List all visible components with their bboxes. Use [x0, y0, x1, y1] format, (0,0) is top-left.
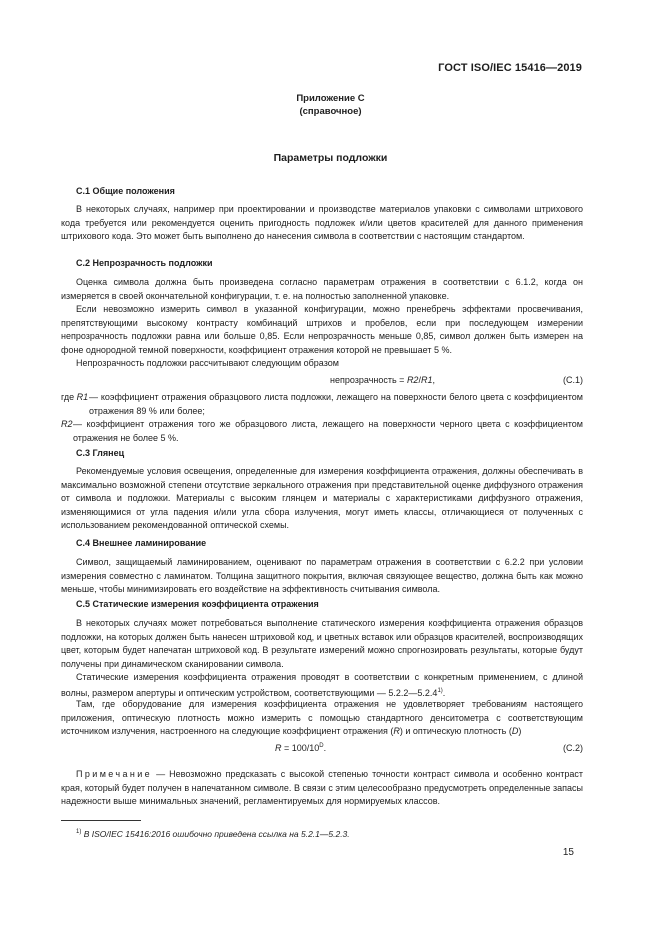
- footnote: [76, 829, 350, 839]
- page-title: Параметры подложки: [273, 152, 388, 164]
- formula-c1-lhs: непрозрачность =: [330, 375, 407, 385]
- paragraph-c5-2: [61, 671, 583, 700]
- formula-c2-end: .: [323, 743, 327, 753]
- formula-c2-exponent: D: [319, 743, 324, 749]
- paragraph-c5-1: В некоторых случаях может потребоваться выполнение статического измерения коэффициента отражения образцов подложки, на которых должен быть нанесен штриховой код, и цветных вставок или образцов красителей, воспроизводящих цвет, которым будет напечатан штриховой код. В результате измерений можно спрогнозировать результаты, которые будут получены при динамическом сканировании символа.: [61, 618, 583, 669]
- paragraph-c2-2: Если невозможно измерить символ в указанной конфигурации, можно пренебречь эффектами просвечивания, препятствующими высокому контрасту комбинаций штрихов и пробелов, если при последующем измерении непрозрачность подложки равна или больше 0,85. Если непрозрачность меньше 0,85, символ должен быть измерен на фоне однородной темной поверхности, коэффициент отражения которой не превышает 5 %.: [61, 304, 583, 355]
- footnote-divider: [61, 820, 141, 821]
- footnote-marker: 1): [76, 829, 82, 836]
- paragraph-c5-2-text: Статические измерения коэффициента отражения проводят в соответствии с конкретным применением, с длиной волны, размером апертуры и оптическим устройством, соответствующими — 5.2.2—5.2.4: [61, 672, 583, 698]
- paragraph-c5-2-end: .: [442, 687, 446, 698]
- formula-c2-mid: = 100/10: [281, 743, 320, 753]
- paragraph-c3-1: Рекомендуемые условия освещения, определенные для измерения коэффициента отражения, должны обеспечивать в максимально возможной степени отсутствие зеркального отражения при представительной оценке диффузного отражения от символа и подложки. Материалы с высоким глянцем и материалы с характеристиками диффузного отражения, изменяющимися от угла падения и/или угла сбора излучения, могут иметь классы, отличающиеся от полученных с использованием рекомендованной оптической схемы.: [61, 466, 583, 531]
- definition-r2-symbol: R2: [61, 419, 73, 429]
- definition-r1-symbol: R1: [76, 392, 89, 402]
- section-heading-c3: С.3 Глянец: [76, 448, 125, 458]
- section-heading-c5: С.5 Статические измерения коэффициента отражения: [76, 599, 319, 609]
- formula-c1-expression: [330, 375, 435, 385]
- formula-c2-number: (С.2): [563, 743, 583, 753]
- paragraph-c5-3-d: D: [511, 726, 519, 737]
- formula-c1-end: ,: [432, 375, 435, 385]
- page-number: 15: [562, 847, 574, 858]
- formula-c1-number: (С.1): [563, 375, 583, 385]
- formula-c2-expression: [275, 743, 326, 753]
- paragraph-c5-3-b: ) и оптическую плотность (: [399, 726, 512, 737]
- definition-r1-text: — коэффициент отражения образцового листа подложки, лежащего на поверхности белого цвета с коэффициентом отражения 89 % или более;: [89, 392, 583, 416]
- formula-c1-numerator: R2: [406, 375, 419, 385]
- appendix-type: (справочное): [299, 106, 362, 117]
- note: [61, 768, 583, 809]
- formula-c1-denominator: R1: [420, 375, 433, 385]
- paragraph-c5-3-r: R: [393, 726, 400, 737]
- paragraph-c5-3-a: Там, где оборудование для измерения коэффициента отражения не удовлетворяет требованиям настоящего приложения, оптическую плотность можно измерить с помощью стандартного денситометра с соответствующим источником излучения, настроенного на следующие коэффициент отражения (: [61, 699, 583, 737]
- section-heading-c1: С.1 Общие положения: [76, 186, 175, 196]
- formula-c2-r: R: [275, 743, 282, 753]
- formula-c1-slash: /: [418, 375, 421, 385]
- paragraph-c1-1: В некоторых случаях, например при проектировании и производстве материалов упаковки с символами штрихового кода требуется или рекомендуется оценить пригодность подложек и/или цветов красителей для данного применения штрихового кода. Это может быть выполнено до нанесения символа в соответствии с настоящим стандартом.: [61, 204, 583, 242]
- section-heading-c2: С.2 Непрозрачность подложки: [76, 258, 213, 268]
- paragraph-c4-1: Символ, защищаемый ламинированием, оценивают по параметрам отражения в соответствии с 6.2.2 при условии измерения совместно с ламинатом. Толщина защитного покрытия, включая связующее вещество, должна быть как можно меньше, чтобы минимизировать его воздействие на эффективность считывания символа.: [61, 557, 583, 595]
- standard-header: ГОСТ ISO/IEC 15416—2019: [438, 62, 582, 74]
- paragraph-c2-3: Непрозрачность подложки рассчитывают следующим образом: [76, 358, 339, 368]
- appendix-label: Приложение С: [296, 93, 365, 104]
- paragraph-c5-3-c: ): [518, 726, 522, 737]
- section-heading-c4: С.4 Внешнее ламинирование: [76, 538, 207, 548]
- definition-r1-lead: [61, 391, 88, 405]
- note-label: Примечание: [76, 769, 153, 779]
- paragraph-c5-3: [61, 698, 583, 739]
- paragraph-c2-1: Оценка символа должна быть произведена согласно параметрам отражения в соответствии с 6.1.2, когда он измеряется в своей окончательной конфигурации, т. е. на полностью заполненной упаковке.: [61, 277, 583, 301]
- definition-where: где: [61, 392, 77, 402]
- definition-r2-text: — коэффициент отражения того же образцового листа, лежащего на поверхности черного цвета с коэффициентом отражения не более 5 %.: [73, 419, 583, 443]
- footnote-ref: 1): [437, 687, 443, 694]
- note-text: — Невозможно предсказать с высокой степенью точности контраст символа и особенно контраст края, который будет получен в напечатанном символе. В связи с этим целесообразно предусмотреть определенные запасы надежности выше минимальных значений, регламентируемых для нормируемых классов.: [61, 769, 583, 807]
- footnote-text: В ISO/IEC 15416:2016 ошибочно приведена ссылка на 5.2.1—5.2.3.: [83, 829, 350, 839]
